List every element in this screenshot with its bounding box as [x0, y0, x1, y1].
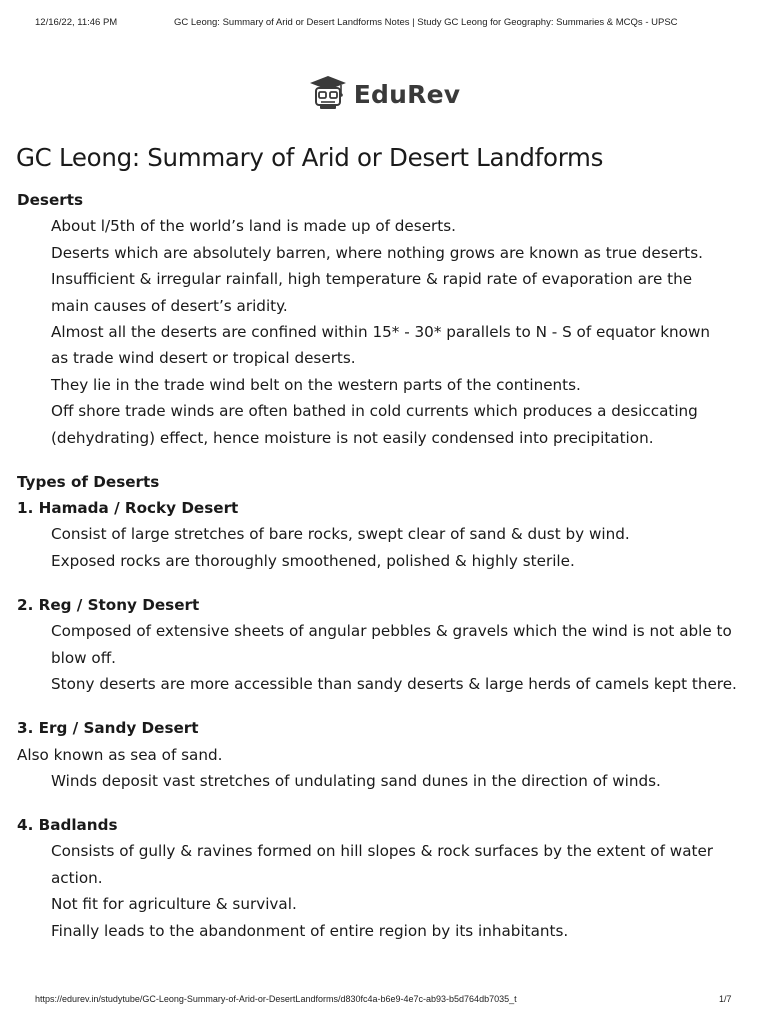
body-line: Consist of large stretches of bare rocks, swept clear of sand & dust by wind.: [51, 525, 630, 544]
print-date: 12/16/22, 11:46 PM: [35, 17, 118, 28]
section-heading-hamada: 1. Hamada / Rocky Desert: [17, 499, 239, 518]
page-number: 1/7: [719, 994, 732, 1004]
spacer: [17, 574, 757, 592]
graduation-cap-robot-icon: [308, 74, 348, 115]
body-line: Almost all the deserts are confined within 15* - 30* parallels to N - S of equator known: [51, 323, 710, 342]
body-line: Composed of extensive sheets of angular pebbles & gravels which the wind is not able to: [51, 622, 732, 641]
body-line: Finally leads to the abandonment of entire region by its inhabitants.: [51, 921, 569, 940]
body-line: as trade wind desert or tropical deserts.: [51, 349, 356, 368]
spacer: [17, 451, 757, 469]
body-line: blow off.: [51, 648, 116, 667]
body-line: Stony deserts are more accessible than sandy deserts & large herds of camels kept there.: [51, 675, 737, 694]
body-line: Insufficient & irregular rainfall, high temperature & rapid rate of evaporation are the: [51, 270, 693, 289]
body-line: main causes of desert’s aridity.: [51, 296, 288, 315]
section-heading-badlands: 4. Badlands: [17, 815, 118, 834]
body-line: Not fit for agriculture & survival.: [51, 895, 297, 914]
body-line: Off shore trade winds are often bathed in cold currents which produces a desiccating: [51, 402, 698, 421]
article-body: [17, 187, 757, 944]
body-line-intro: Also known as sea of sand.: [17, 745, 223, 764]
edurev-logo[interactable]: [0, 74, 768, 115]
body-line: Deserts which are absolutely barren, where nothing grows are known as true deserts.: [51, 243, 703, 262]
section-heading-erg: 3. Erg / Sandy Desert: [17, 719, 199, 738]
body-line: Consists of gully & ravines formed on hill slopes & rock surfaces by the extent of water: [51, 842, 714, 861]
logo-text: EduRev: [353, 80, 461, 109]
body-line: They lie in the trade wind belt on the western parts of the continents.: [51, 375, 581, 394]
body-line: Exposed rocks are thoroughly smoothened, polished & highly sterile.: [51, 551, 575, 570]
spacer: [17, 698, 757, 716]
body-line: action.: [51, 868, 103, 887]
body-line: About l/5th of the world’s land is made up of deserts.: [51, 217, 456, 236]
section-heading-deserts: Deserts: [17, 191, 84, 209]
section-heading-types: Types of Deserts: [17, 472, 160, 491]
page-title: GC Leong: Summary of Arid or Desert Landforms: [16, 143, 604, 172]
section-heading-reg: 2. Reg / Stony Desert: [17, 595, 200, 614]
page-url-link[interactable]: https://edurev.in/studytube/GC-Leong-Summary-of-Arid-or-DesertLandforms/d830fc4a-b6e9-4e7c-ab93-b5d764db7035_t: [35, 994, 517, 1004]
body-line: (dehydrating) effect, hence moisture is not easily condensed into precipitation.: [51, 428, 654, 447]
spacer: [17, 794, 757, 812]
print-document-title: GC Leong: Summary of Arid or Desert Landforms Notes | Study GC Leong for Geography: Summaries & MCQs - UPSC: [174, 17, 678, 28]
body-line: Winds deposit vast stretches of undulating sand dunes in the direction of winds.: [51, 771, 661, 790]
